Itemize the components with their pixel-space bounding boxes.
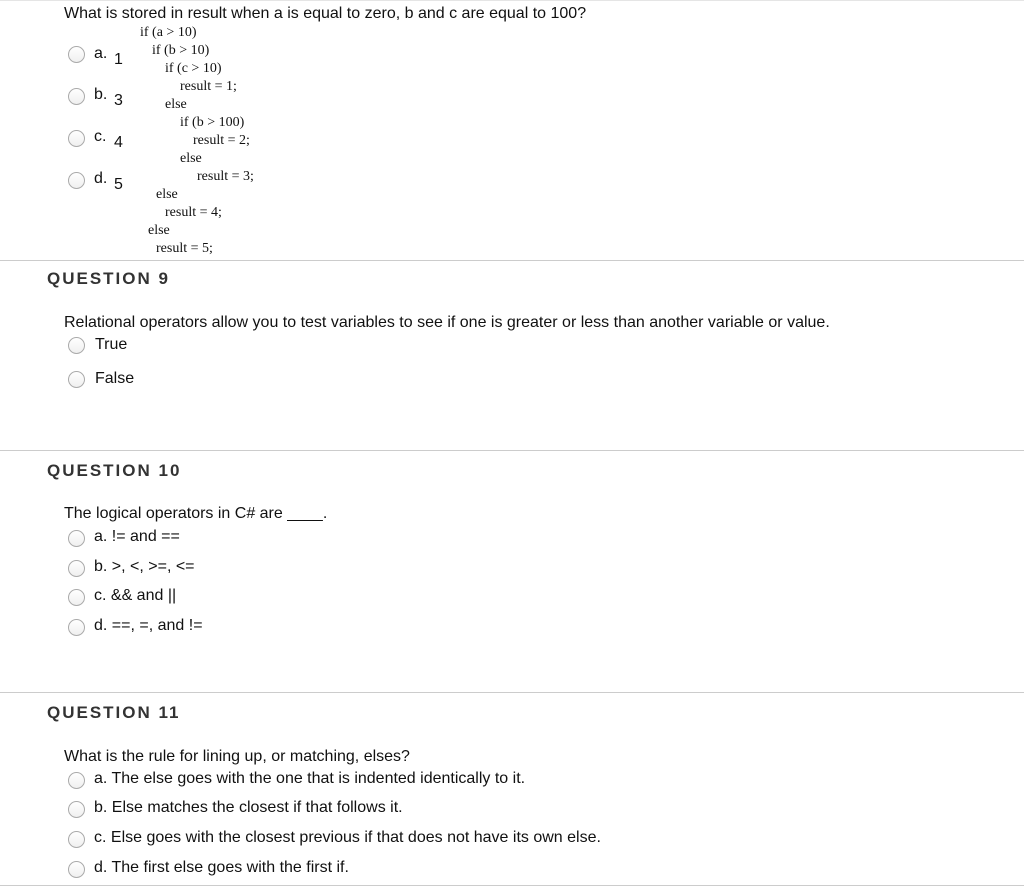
option-value: 1 bbox=[114, 51, 123, 68]
option-d-radio[interactable] bbox=[68, 619, 85, 636]
option-d-radio[interactable] bbox=[68, 861, 85, 878]
code-line: result = 5; bbox=[156, 241, 213, 256]
option-d-radio[interactable] bbox=[68, 172, 85, 189]
option-c-radio[interactable] bbox=[68, 831, 85, 848]
question-10-text: The logical operators in C# are ____. bbox=[64, 505, 328, 522]
option-value: 4 bbox=[114, 134, 123, 151]
question-9-heading: QUESTION 9 bbox=[47, 269, 170, 288]
option-b-radio[interactable] bbox=[68, 801, 85, 818]
question-11-text: What is the rule for lining up, or matching, elses? bbox=[64, 748, 410, 765]
option-label: a. != and == bbox=[94, 528, 180, 545]
option-letter: b. bbox=[94, 86, 108, 103]
code-line: result = 1; bbox=[180, 79, 237, 94]
option-false-radio[interactable] bbox=[68, 371, 85, 388]
option-b-radio[interactable] bbox=[68, 88, 85, 105]
option-label: c. Else goes with the closest previous if that does not have its own else. bbox=[94, 829, 601, 846]
option-label: d. The first else goes with the first if. bbox=[94, 859, 349, 876]
option-value: 3 bbox=[114, 92, 123, 109]
option-label: False bbox=[95, 370, 135, 387]
code-line: if (b > 100) bbox=[180, 115, 245, 130]
option-label: c. && and || bbox=[94, 587, 177, 604]
option-true-radio[interactable] bbox=[68, 337, 85, 354]
option-a-radio[interactable] bbox=[68, 530, 85, 547]
code-line: result = 4; bbox=[165, 205, 222, 220]
code-line: else bbox=[180, 151, 202, 166]
option-a-radio[interactable] bbox=[68, 46, 85, 63]
option-label: b. Else matches the closest if that follows it. bbox=[94, 799, 403, 816]
option-a-radio[interactable] bbox=[68, 772, 85, 789]
option-label: True bbox=[95, 336, 128, 353]
option-c-radio[interactable] bbox=[68, 130, 85, 147]
option-label: b. >, <, >=, <= bbox=[94, 558, 195, 575]
code-line: else bbox=[148, 223, 170, 238]
divider bbox=[0, 0, 1024, 1]
question-8-text: What is stored in result when a is equal to zero, b and c are equal to 100? bbox=[64, 5, 587, 22]
option-letter: a. bbox=[94, 45, 108, 62]
divider bbox=[0, 692, 1024, 693]
code-line: result = 2; bbox=[193, 133, 250, 148]
option-label: d. ==, =, and != bbox=[94, 617, 203, 634]
divider bbox=[0, 450, 1024, 451]
question-9-text: Relational operators allow you to test variables to see if one is greater or less than another variable or value. bbox=[64, 314, 830, 331]
code-line: else bbox=[165, 97, 187, 112]
code-line: if (a > 10) bbox=[140, 25, 197, 40]
code-line: result = 3; bbox=[197, 169, 254, 184]
divider bbox=[0, 260, 1024, 261]
question-10-heading: QUESTION 10 bbox=[47, 461, 182, 480]
code-line: if (b > 10) bbox=[152, 43, 210, 58]
option-letter: d. bbox=[94, 170, 108, 187]
option-letter: c. bbox=[94, 128, 107, 145]
option-label: a. The else goes with the one that is indented identically to it. bbox=[94, 770, 526, 787]
option-b-radio[interactable] bbox=[68, 560, 85, 577]
code-line: if (c > 10) bbox=[165, 61, 222, 76]
divider bbox=[0, 885, 1024, 886]
question-11-heading: QUESTION 11 bbox=[47, 703, 181, 722]
option-value: 5 bbox=[114, 176, 123, 193]
option-c-radio[interactable] bbox=[68, 589, 85, 606]
code-line: else bbox=[156, 187, 178, 202]
